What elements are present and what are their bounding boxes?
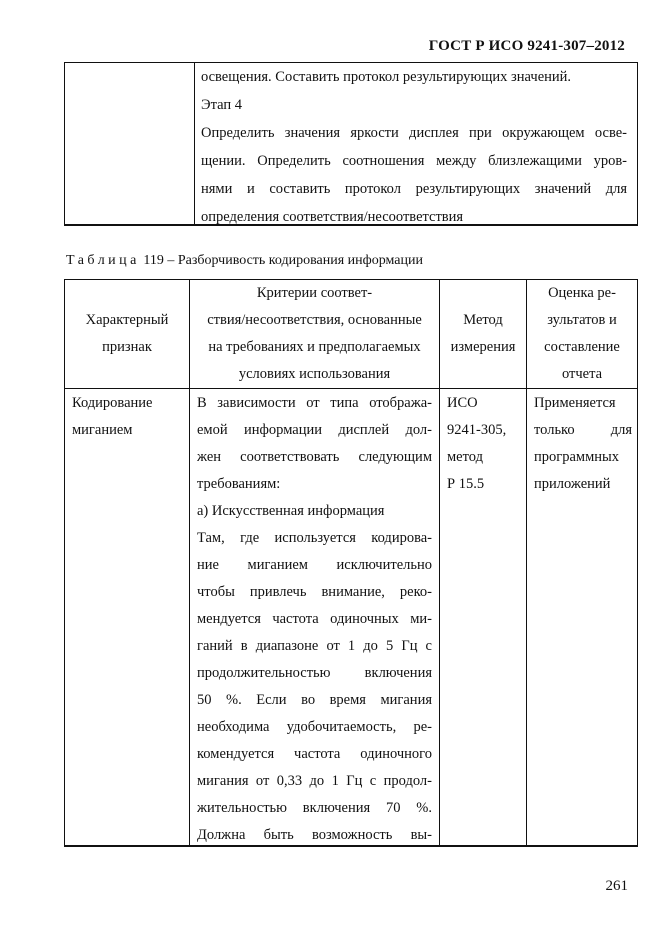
cell-line: ганий в диапазоне от 1 до 5 Гц с: [197, 638, 432, 654]
header-line: отчета: [561, 366, 603, 382]
cell-line: Должна быть возможность вы-: [197, 827, 432, 843]
header-line: Характерный: [85, 312, 169, 328]
body-cell-criteria: [197, 390, 432, 849]
cell-line: мигания от 0,33 до 1 Гц с продол-: [197, 773, 432, 789]
header-cell-method: [440, 280, 526, 388]
cell-line: ИСО: [447, 395, 478, 411]
header-divider: [65, 388, 637, 389]
cell-line: Применяется: [534, 395, 616, 411]
text-line: щении. Определить соотношения между близлежащими уров-: [201, 153, 627, 169]
header-cell-evaluation: [527, 280, 637, 388]
cell-line: 50 %. Если во время мигания: [197, 692, 432, 708]
cell-line: программных: [534, 449, 619, 465]
continuation-text-cell: [201, 63, 627, 231]
cell-line: только для: [534, 422, 632, 438]
continuation-table: [64, 62, 638, 226]
header-line: Метод: [463, 312, 503, 328]
text-line: определения соответствия/несоответствия: [201, 209, 464, 225]
body-cell-method: [447, 390, 523, 498]
text-line: Этап 4: [201, 97, 242, 113]
text-line: освещения. Составить протокол результирующих значений.: [201, 69, 572, 85]
header-cell-criteria: [190, 280, 439, 388]
cell-line: мендуется частота одиночных ми-: [197, 611, 432, 627]
document-header: ГОСТ Р ИСО 9241-307–2012: [428, 38, 625, 54]
caption-prefix: Таблица: [66, 253, 140, 268]
header-line: измерения: [450, 339, 516, 355]
body-cell-feature: [72, 390, 184, 444]
header-line: ствия/несоответствия, основанные: [207, 312, 422, 328]
text-line: Определить значения яркости дисплея при окружающем осве-: [201, 125, 627, 141]
cell-line: необходима удобочитаемость, ре-: [197, 719, 432, 735]
cell-line: Там, где используется кодирова-: [197, 530, 432, 546]
table-caption: [66, 253, 423, 269]
cell-line: метод: [447, 449, 483, 465]
cell-line: комендуется частота одиночного: [197, 746, 432, 762]
cell-line: а) Искусственная информация: [197, 503, 385, 519]
cell-line: требованиям:: [197, 476, 281, 492]
cell-line: Р 15.5: [447, 476, 485, 492]
header-cell-feature: [65, 280, 189, 388]
text-line: нями и составить протокол результирующих значений для: [201, 181, 627, 197]
header-line: Оценка ре-: [548, 285, 616, 301]
cell-line: продолжительностью включения: [197, 665, 432, 681]
header-line: зультатов и: [547, 312, 617, 328]
cell-line: Кодирование: [72, 395, 153, 411]
column-divider: [194, 63, 195, 224]
cell-line: ние миганием исключительно: [197, 557, 432, 573]
cell-line: миганием: [72, 422, 133, 438]
cell-line: В зависимости от типа отобража-: [197, 395, 432, 411]
page-number: 261: [605, 878, 628, 894]
header-line: на требованиях и предполагаемых: [208, 339, 421, 355]
body-cell-evaluation: [534, 390, 632, 498]
cell-line: 9241-305,: [447, 422, 507, 438]
cell-line: чтобы привлечь внимание, реко-: [197, 584, 432, 600]
header-line: Критерии соответ-: [256, 285, 373, 301]
header-line: составление: [544, 339, 620, 355]
main-table: [64, 279, 638, 847]
header-line: условиях использования: [238, 366, 391, 382]
cell-line: жительностью включения 70 %.: [197, 800, 432, 816]
cell-line: приложений: [534, 476, 611, 492]
caption-text: 119 – Разборчивость кодирования информации: [143, 253, 423, 268]
cell-line: емой информации дисплей дол-: [197, 422, 432, 438]
cell-line: жен соответствовать следующим: [197, 449, 432, 465]
header-line: признак: [102, 339, 152, 355]
